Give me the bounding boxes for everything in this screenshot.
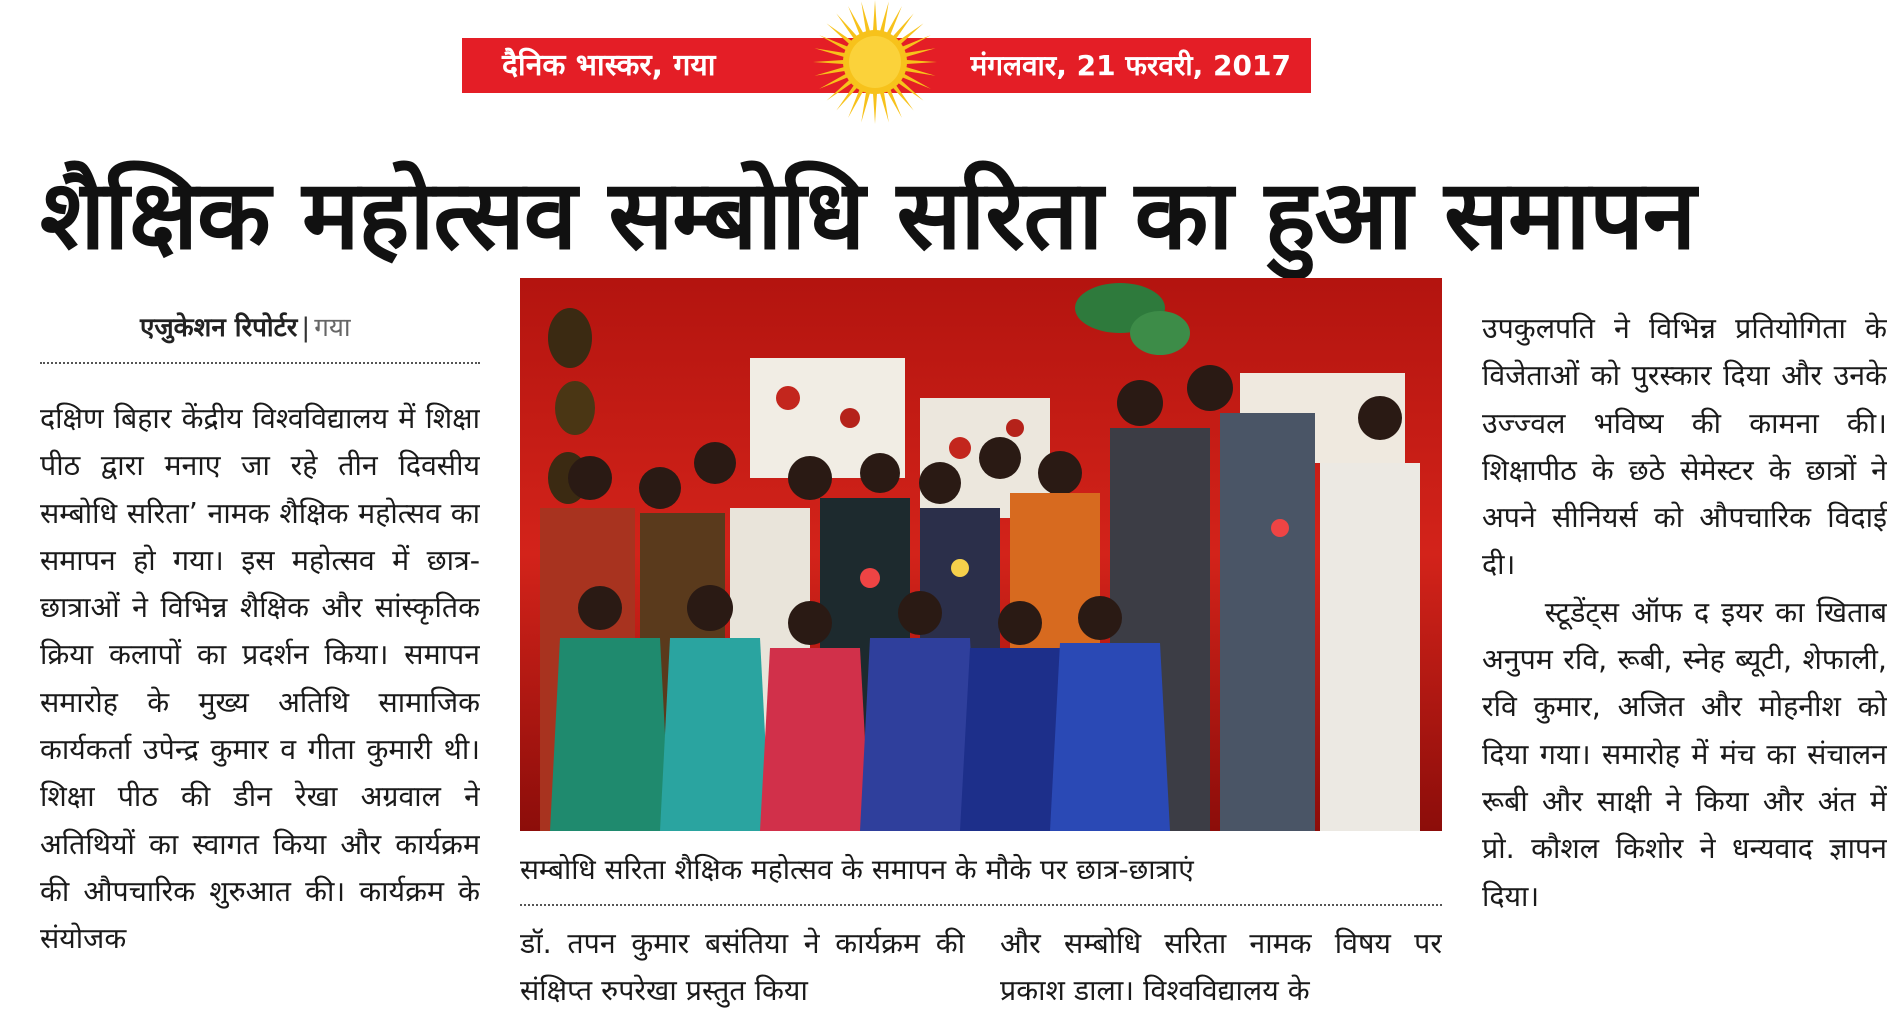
event-photo bbox=[520, 278, 1442, 831]
sun-ray bbox=[897, 79, 923, 101]
byline bbox=[140, 308, 351, 348]
column-mid-a bbox=[520, 920, 965, 1016]
sun-ray bbox=[815, 48, 847, 57]
column-left bbox=[40, 395, 480, 1010]
sun-ray bbox=[905, 60, 937, 64]
column-left-text: दक्षिण बिहार केंद्रीय विश्वविद्यालय में शिक्षा पीठ द्वारा मनाए जा रहे तीन दिवसीय सम्बोधि सरिता’ नामक शैक्षिक महोत्सव का समापन हो गया। इस महोत्सव में छात्र-छात्राओं ने विभिन्न शैक्षिक और सांस्कृतिक क्रिया कलापों का प्रदर्शन किया। समापन समारोह के मुख्य अतिथि सामाजिक कार्यकर्ता उपेन्द्र कुमार व गीता कुमारी थी। शिक्षा पीठ की डीन रेखा अग्रवाल ने अतिथियों का स्वागत किया और कार्यक्रम की औपचारिक शुरुआत की। कार्यक्रम के संयोजक bbox=[40, 402, 480, 956]
sun-ray bbox=[813, 60, 845, 64]
sun-ray bbox=[827, 79, 853, 101]
byline-divider bbox=[40, 362, 480, 364]
sun-ray bbox=[880, 91, 889, 123]
sun-ray bbox=[873, 92, 877, 124]
column-right bbox=[1482, 305, 1887, 1010]
column-mid-b-text: और सम्बोधि सरिता नामक विषय पर प्रकाश डाला। विश्वविद्यालय के bbox=[1000, 927, 1442, 1008]
article-headline: शैक्षिक महोत्सव सम्बोधि सरिता का हुआ समापन bbox=[40, 159, 1696, 271]
sun-ray bbox=[827, 23, 853, 45]
sun-ray bbox=[836, 14, 858, 40]
sun-logo-icon bbox=[810, 0, 940, 130]
byline-city: गया bbox=[314, 313, 351, 343]
sun-ray bbox=[892, 84, 914, 110]
photo-caption: सम्बोधि सरिता शैक्षिक महोत्सव के समापन के मौके पर छात्र-छात्राएं bbox=[520, 853, 1194, 886]
sun-ray bbox=[904, 67, 936, 76]
column-mid-b bbox=[1000, 920, 1442, 1016]
sun-ray bbox=[836, 84, 858, 110]
issue-date: मंगलवार, 21 फरवरी, 2017 bbox=[970, 49, 1291, 82]
sun-ray bbox=[861, 2, 870, 34]
column-mid-a-text: डॉ. तपन कुमार बसंतिया ने कार्यक्रम की संक्षिप्त रुपरेखा प्रस्तुत किया bbox=[520, 927, 965, 1008]
sun-ray bbox=[892, 14, 914, 40]
column-right-para-1: उपकुलपति ने विभिन्न प्रतियोगिता के विजेताओं को पुरस्कार दिया और उनके उज्ज्वल भविष्य की कामना की। शिक्षापीठ के छठे सेमेस्टर के छात्रों ने अपने सीनियर्स को औपचारिक विदाई दी। bbox=[1482, 312, 1887, 582]
sun-ray bbox=[897, 23, 923, 45]
column-right-para-2: स्टूडेंट्स ऑफ द इयर का खिताब अनुपम रवि, रूबी, स्नेह ब्यूटी, शेफाली, रवि कुमार, अजित और मोहनीश को दिया गया। समारोह में मंच का संचालन रूबी और साक्षी ने किया और अंत में प्रो. कौशल किशोर ने धन्यवाद ज्ञापन दिया। bbox=[1482, 595, 1887, 913]
sun-ray bbox=[815, 67, 847, 76]
paper-name: दैनिक भास्कर, गया bbox=[502, 48, 716, 83]
sun-ray bbox=[873, 0, 877, 32]
sun-ray bbox=[880, 2, 889, 34]
byline-reporter: एजुकेशन रिपोर्टर bbox=[140, 313, 298, 343]
caption-divider bbox=[520, 904, 1442, 906]
sun-ray bbox=[861, 91, 870, 123]
sun-ray bbox=[904, 48, 936, 57]
byline-separator: | bbox=[301, 313, 311, 343]
